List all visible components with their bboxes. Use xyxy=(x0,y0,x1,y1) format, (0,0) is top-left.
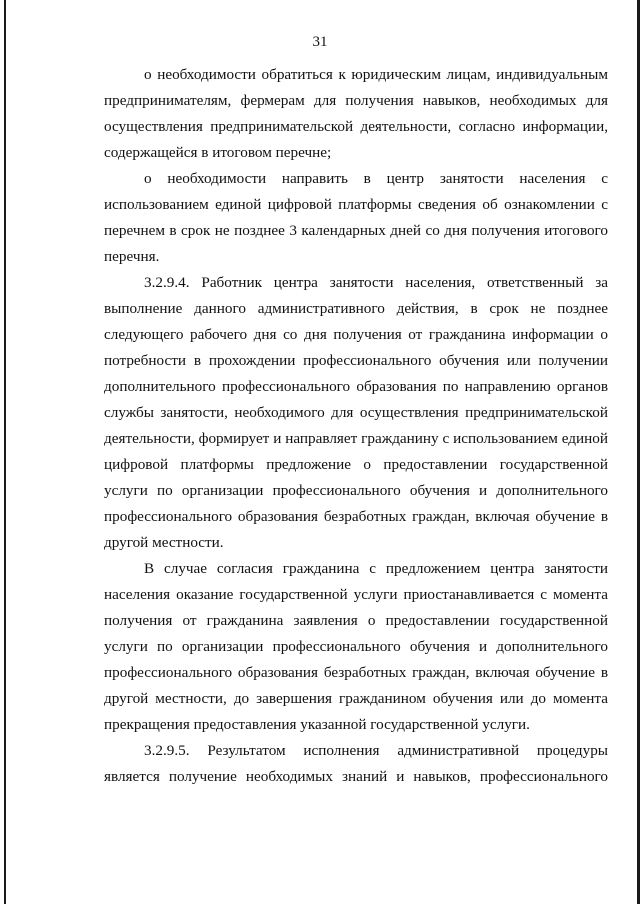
text-line: содержащейся в итоговом перечне; xyxy=(104,144,332,161)
text-line: деятельности, формирует и направляет гражданину с использованием единой xyxy=(104,430,608,447)
text-line: 3.2.9.4. Работник центра занятости населения, ответственный за xyxy=(144,274,608,291)
text-line: населения оказание государственной услуги приостанавливается с момента xyxy=(104,586,608,603)
text-line: использованием единой цифровой платформы сведения об ознакомлении с xyxy=(104,196,608,213)
text-line: услуги по организации профессионального обучения и дополнительного xyxy=(104,482,608,499)
paragraph-4 xyxy=(104,556,608,738)
text-line: профессионального образования безработных граждан, включая обучение в xyxy=(104,508,608,525)
paragraph-2 xyxy=(104,166,608,270)
text-line: получения от гражданина заявления о предоставлении государственной xyxy=(104,612,608,629)
text-line: другой местности, до завершения гражданином обучения или до момента xyxy=(104,690,608,707)
text-line: является получение необходимых знаний и навыков, профессионального xyxy=(104,768,608,785)
text-line: перечня. xyxy=(104,248,160,265)
text-line: другой местности. xyxy=(104,534,224,551)
paragraph-3 xyxy=(104,270,608,556)
text-line: 3.2.9.5. Результатом исполнения административной процедуры xyxy=(144,742,608,759)
text-line: цифровой платформы предложение о предоставлении государственной xyxy=(104,456,608,473)
text-line: осуществления предпринимательской деятельности, согласно информации, xyxy=(104,118,608,135)
text-line: выполнение данного административного действия, в срок не позднее xyxy=(104,300,608,317)
text-line: о необходимости обратиться к юридическим лицам, индивидуальным xyxy=(144,66,608,83)
paragraph-1 xyxy=(104,62,608,166)
text-line: профессионального образования безработных граждан, включая обучение в xyxy=(104,664,608,681)
paragraph-5 xyxy=(104,738,608,790)
text-line: услуги по организации профессионального обучения и дополнительного xyxy=(104,638,608,655)
text-line: перечнем в срок не позднее 3 календарных дней со дня получения итогового xyxy=(104,222,608,239)
text-line: предпринимателям, фермерам для получения навыков, необходимых для xyxy=(104,92,608,109)
page-number: 31 xyxy=(312,34,328,50)
text-line: В случае согласия гражданина с предложением центра занятости xyxy=(144,560,608,577)
text-line: дополнительного профессионального образования по направлению органов xyxy=(104,378,608,395)
scan-edge-left xyxy=(4,0,6,904)
text-line: потребности в прохождении профессионального обучения или получении xyxy=(104,352,608,369)
text-line: о необходимости направить в центр занятости населения с xyxy=(144,170,608,187)
document-body xyxy=(104,62,608,790)
text-line: службы занятости, необходимого для осуществления предпринимательской xyxy=(104,404,608,421)
text-line: прекращения предоставления указанной государственной услуги. xyxy=(104,716,530,733)
text-line: следующего рабочего дня со дня получения от гражданина информации о xyxy=(104,326,608,343)
